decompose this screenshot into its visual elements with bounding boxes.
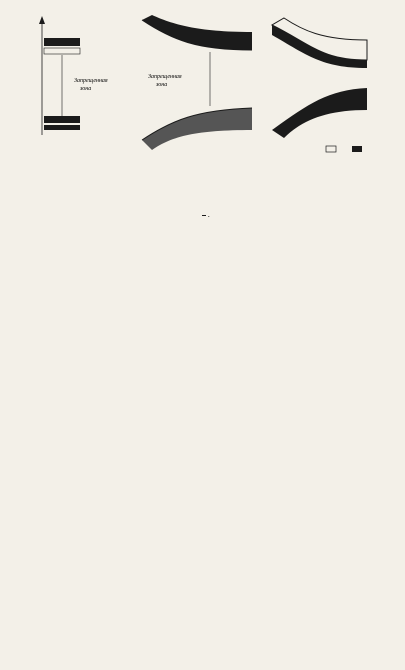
label-forbidden-zone-a: Запрещенная — [74, 78, 108, 84]
page — [22, 8, 390, 230]
label-forbidden-zone-a2: зона — [80, 86, 92, 92]
formula: . — [22, 200, 390, 230]
diagram-b — [142, 15, 252, 150]
energy-band-diagram — [22, 10, 390, 170]
diagram-c — [272, 18, 367, 138]
diagram-a — [39, 16, 108, 135]
formula-numerator — [202, 215, 206, 216]
label-forbidden-zone-b: Запрещенная — [148, 74, 182, 80]
figure-60 — [22, 10, 390, 198]
legend — [326, 146, 362, 152]
label-forbidden-zone-b2: зона — [156, 82, 168, 88]
